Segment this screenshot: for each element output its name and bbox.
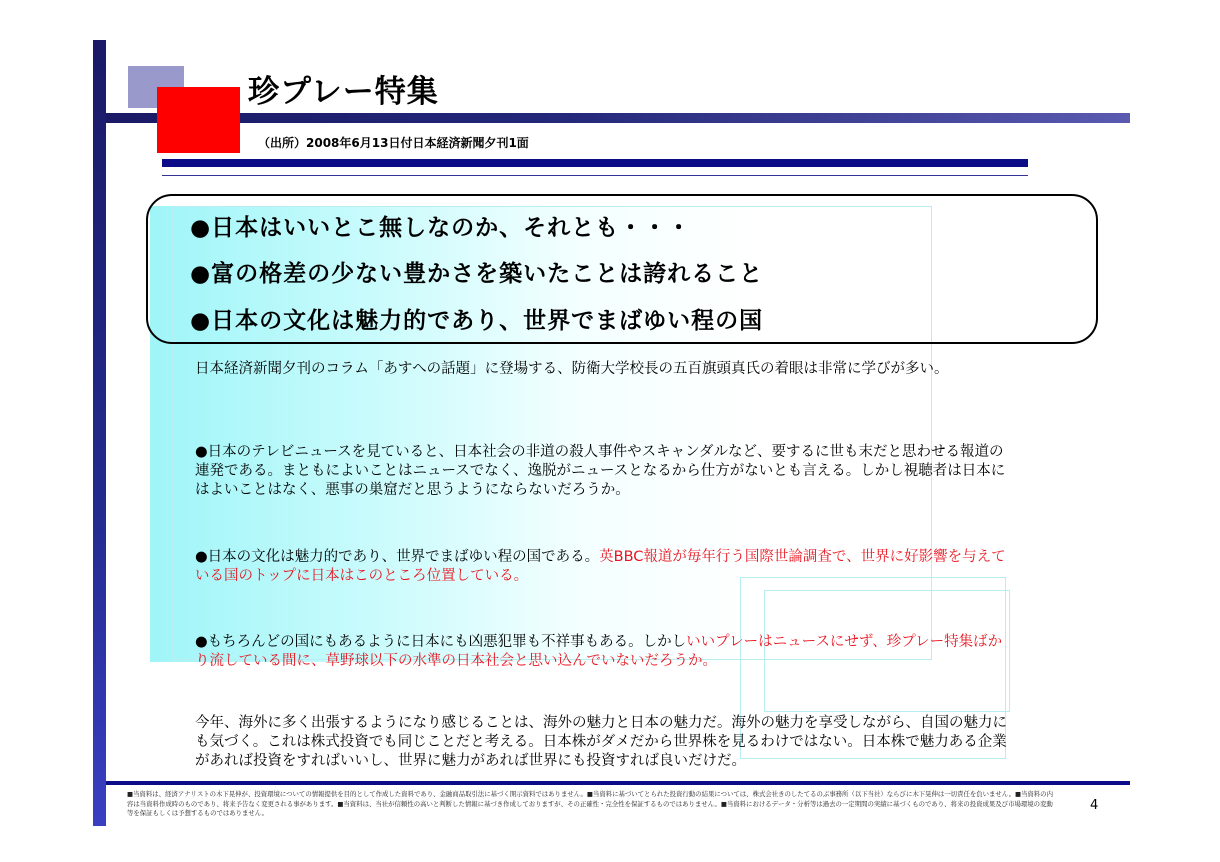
source-divider-thin <box>162 175 1028 176</box>
title-underline-bar <box>106 113 1130 123</box>
body-paragraph-tv-news: ●日本のテレビニュースを見ていると、日本社会の非道の殺人事件やスキャンダルなど、要するに世も末だと思わせる報道の連発である。まともによいことはニュースでなく、逸脱がニュースとなるから仕方がないとも言える。しかし視聴者は日本にはよいことはなく、悪事の巣窟だと思うようにならないだろうか。 <box>195 444 1006 498</box>
left-accent-bar <box>93 40 106 826</box>
body-paragraph-crime <box>195 633 1015 671</box>
headline-item: ●日本はいいとこ無しなのか、それとも・・・ <box>190 215 692 241</box>
body-paragraph-culture <box>195 548 1015 586</box>
highlighted-text: 英BBC報道が毎年行う国際世論調査で、世界に好影響を与えている国のトップに日本はこのところ位置している。 <box>195 549 1006 584</box>
highlighted-text: いいプレーはニュースにせず、珍プレー特集ばかり流している間に、草野球以下の水準の日本社会と思い込んでいないだろうか。 <box>195 634 1003 669</box>
source-citation: （出所）2008年6月13日付日本経済新聞夕刊1面 <box>258 136 529 150</box>
page-number: 4 <box>1090 798 1099 813</box>
disclaimer-text: ■当資料は、経済アナリストの木下晃伸が、投資環境についての情報提供を目的として作成した資料であり、金融商品取引法に基づく開示資料ではありません。■当資料に基づいてとられた投資行動の結果については、株式会社きのしたてるのぶ事務所（以下当社）ならびに木下晃伸は一切責任を負いません。■当資料の内容は当資料作成時のものであり、将来予告なく変更される事があります。■当資料は、当社が信頼性の高いと判断した情報に基づき作成しておりますが、その正確性・完全性を保証するものではありません。■当資料におけるデータ・分析等は過去の一定期間の実績に基づくものであり、将来の投資成果及び市場環境の変動等を保証もしくは予想するものではありません。 <box>127 790 1053 817</box>
headline-item: ●日本の文化は魅力的であり、世界でまばゆい程の国 <box>190 308 764 334</box>
header-red-square <box>157 87 240 153</box>
footer-divider <box>106 781 1130 785</box>
body-paragraph-conclusion: 今年、海外に多く出張するようになり感じることは、海外の魅力と日本の魅力だ。海外の魅力を享受しながら、自国の魅力にも気づく。これは株式投資でも同じことだと考える。日本株がダメだから世界株を見るわけではない。日本株で魅力ある企業があれば投資をすればいいし、世界に魅力があれば世界にも投資すれば良いだけだ。 <box>195 715 1007 769</box>
intro-paragraph: 日本経済新聞夕刊のコラム「あすへの話題」に登場する、防衛大学校長の五百旗頭真氏の着眼は非常に学びが多い。 <box>195 361 949 377</box>
headline-item: ●富の格差の少ない豊かさを築いたことは誇れること <box>190 261 764 287</box>
paragraph-text: ●もちろんどの国にもあるように日本にも凶悪犯罪も不祥事もある。しかし <box>195 634 687 650</box>
page-title: 珍プレー特集 <box>248 74 439 110</box>
paragraph-text: ●日本の文化は魅力的であり、世界でまばゆい程の国である。 <box>195 549 600 565</box>
source-divider-thick <box>162 159 1028 167</box>
